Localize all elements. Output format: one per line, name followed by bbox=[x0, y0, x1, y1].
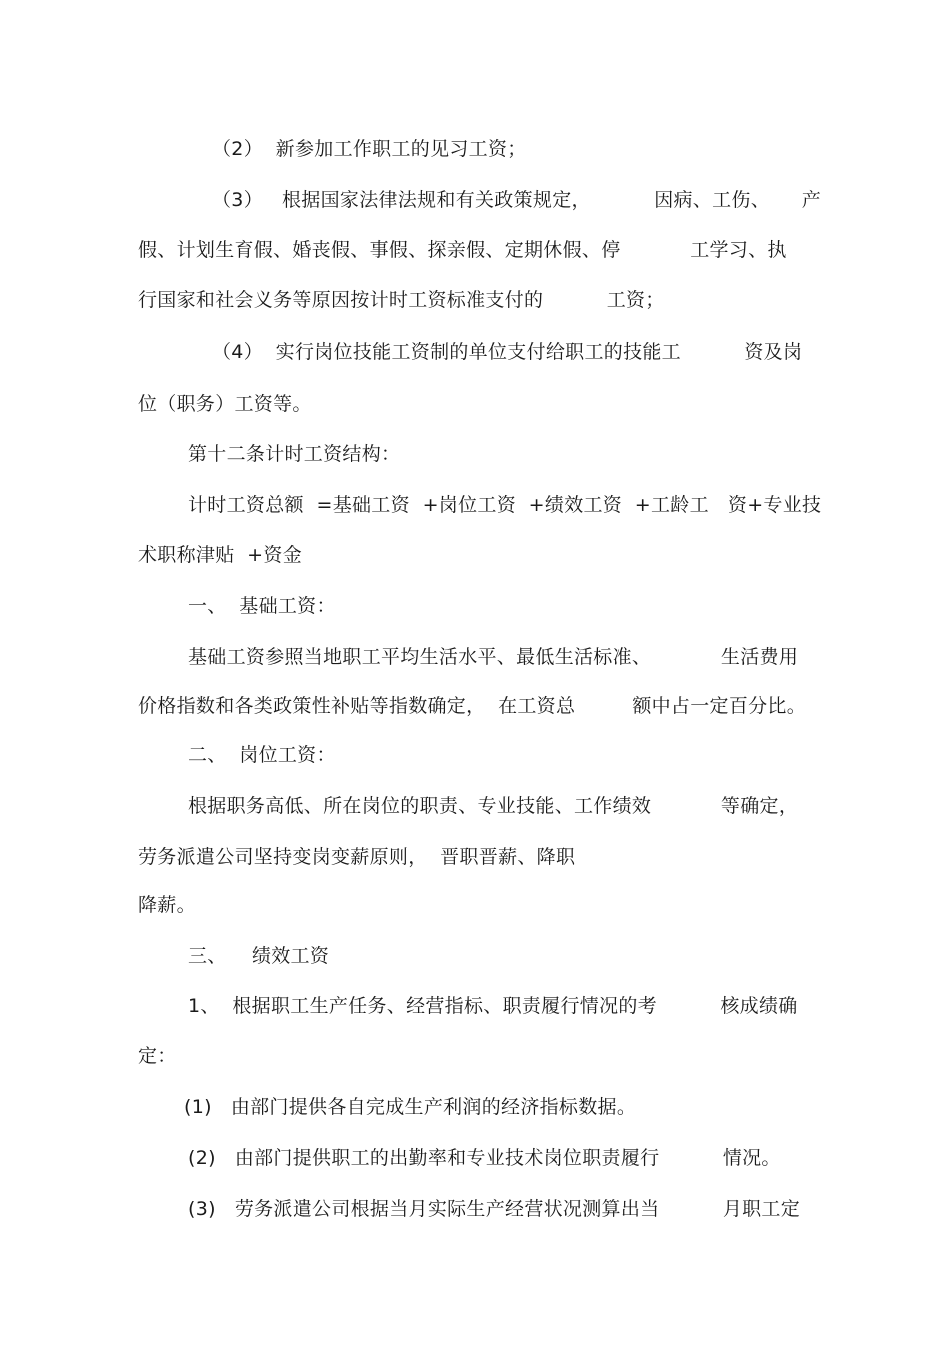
paragraph-line: 降薪。 bbox=[138, 894, 196, 916]
paragraph-line: 定： bbox=[138, 1045, 177, 1067]
list-item: (3) 劳务派遣公司根据当月实际生产经营状况测算出当 月职工定 bbox=[188, 1198, 801, 1220]
paragraph-line: （4） 实行岗位技能工资制的单位支付给职工的技能工 资及岗 bbox=[212, 341, 803, 363]
paragraph-line: 根据职务高低、所在岗位的职责、专业技能、工作绩效 等确定， bbox=[188, 795, 799, 817]
paragraph-line: 基础工资参照当地职工平均生活水平、最低生活标准、 生活费用 bbox=[188, 646, 799, 668]
paragraph-line: 1、 根据职工生产任务、经营指标、职责履行情况的考 核成绩确 bbox=[188, 995, 798, 1017]
section-heading: 三、 绩效工资 bbox=[188, 945, 330, 967]
list-item: (2) 由部门提供职工的出勤率和专业技术岗位职责履行 情况。 bbox=[188, 1147, 781, 1169]
paragraph-line: 假、计划生育假、婚丧假、事假、探亲假、定期休假、停 工学习、执 bbox=[138, 239, 787, 261]
paragraph-line: （3） 根据国家法律法规和有关政策规定， 因病、工伤、 产 bbox=[212, 189, 822, 211]
paragraph-line: 劳务派遣公司坚持变岗变薪原则， 晋职晋薪、降职 bbox=[138, 846, 576, 868]
section-heading: 二、 岗位工资： bbox=[188, 744, 336, 766]
list-item: (1) 由部门提供各自完成生产利润的经济指标数据。 bbox=[184, 1096, 637, 1118]
paragraph-line: 位（职务）工资等。 bbox=[138, 393, 312, 415]
paragraph-line: 价格指数和各类政策性补贴等指数确定， 在工资总 额中占一定百分比。 bbox=[138, 695, 807, 717]
paragraph-line: 行国家和社会义务等原因按计时工资标准支付的 工资； bbox=[138, 289, 665, 311]
section-heading: 一、 基础工资： bbox=[188, 595, 336, 617]
paragraph-line: （2） 新参加工作职工的见习工资； bbox=[212, 138, 527, 160]
section-heading: 第十二条计时工资结构： bbox=[188, 443, 401, 465]
paragraph-line: 术职称津贴 +资金 bbox=[138, 544, 302, 566]
paragraph-line: 计时工资总额 =基础工资 +岗位工资 +绩效工资 +工龄工 资+专业技 bbox=[188, 494, 822, 516]
